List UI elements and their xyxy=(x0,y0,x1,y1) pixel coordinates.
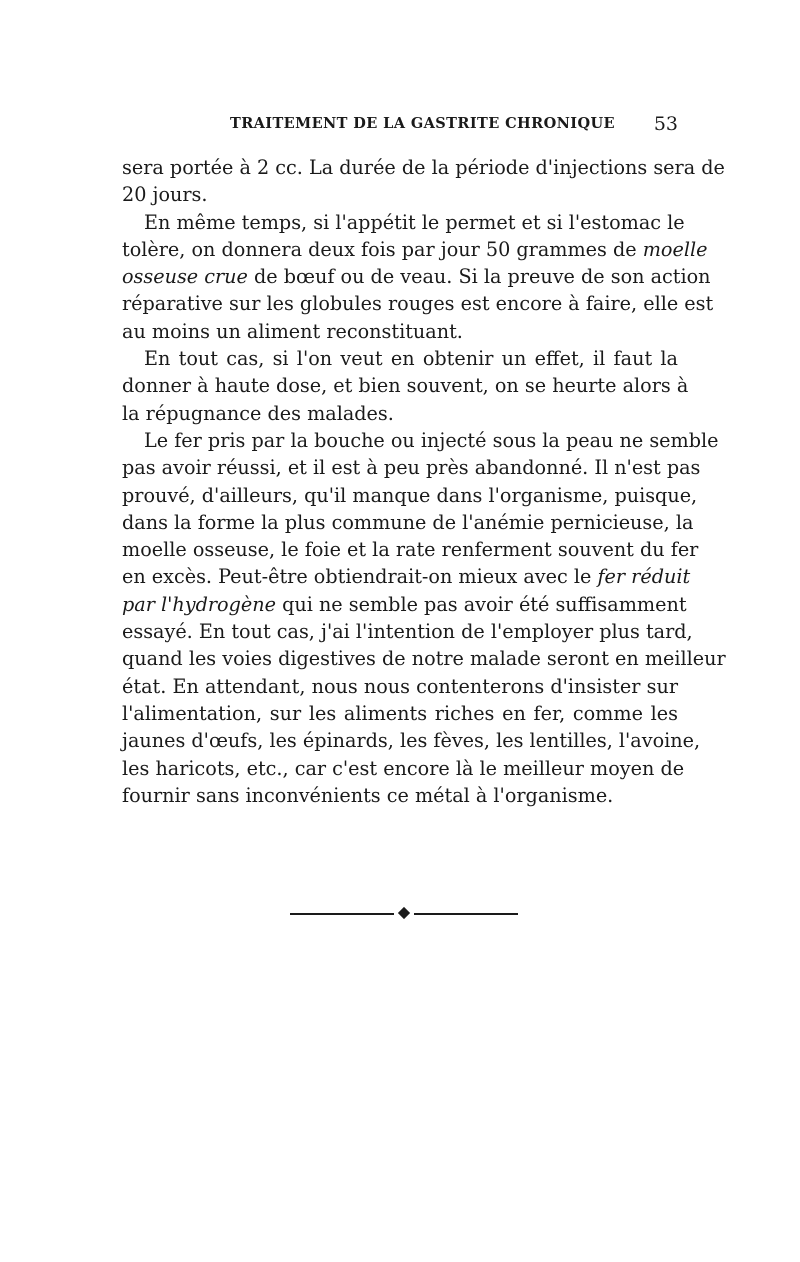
italic-term: moelle xyxy=(642,237,708,261)
diamond-icon xyxy=(398,907,410,919)
page-header xyxy=(120,113,680,139)
ornament-rule-left xyxy=(290,913,394,915)
text-line: prouvé, d'ailleurs, qu'il manque dans l'organisme, puisque, xyxy=(122,483,698,507)
paragraph-3 xyxy=(122,345,689,427)
text-line: par l'hydrogène qui ne semble pas avoir été suffisamment xyxy=(122,592,687,616)
text-line: état. En attendant, nous nous contenterons d'insister sur xyxy=(122,674,678,698)
text-line: moelle osseuse, le foie et la rate renferment souvent du fer xyxy=(122,538,699,562)
body-text xyxy=(122,154,726,809)
text-line: l'alimentation, sur les aliments riches en fer, comme les xyxy=(122,701,678,725)
text-line: essayé. En tout cas, j'ai l'intention de l'employer plus tard, xyxy=(122,620,693,644)
italic-term: par l'hydrogène xyxy=(122,592,276,616)
paragraph-1 xyxy=(122,154,725,209)
running-title: TRAITEMENT DE LA GASTRITE CHRONIQUE xyxy=(230,115,615,132)
italic-term: fer réduit xyxy=(597,565,691,589)
text-line: En même temps, si l'appétit le permet et si l'estomac le xyxy=(144,210,685,234)
text-line: fournir sans inconvénients ce métal à l'organisme. xyxy=(122,783,614,807)
text-line: jaunes d'œufs, les épinards, les fèves, les lentilles, l'avoine, xyxy=(122,729,701,753)
text-line: 20 jours. xyxy=(122,183,208,207)
text-line: pas avoir réussi, et il est à peu près abandonné. Il n'est pas xyxy=(122,456,701,480)
page-number: 53 xyxy=(653,113,678,135)
text-line: quand les voies digestives de notre malade seront en meilleur xyxy=(122,647,726,671)
text-line: au moins un aliment reconstituant. xyxy=(122,319,463,343)
text-line: en excès. Peut-être obtiendrait-on mieux avec le fer réduit xyxy=(122,565,691,589)
text-line: sera portée à 2 cc. La durée de la période d'injections sera de xyxy=(122,156,725,179)
text-line: Le fer pris par la bouche ou injecté sous la peau ne semble xyxy=(144,428,719,452)
text-line: réparative sur les globules rouges est encore à faire, elle est xyxy=(122,292,714,316)
section-end-ornament xyxy=(290,913,518,915)
text-line: osseuse crue de bœuf ou de veau. Si la preuve de son action xyxy=(122,265,711,289)
italic-term: osseuse crue xyxy=(122,265,248,289)
text-line: les haricots, etc., car c'est encore là le meilleur moyen de xyxy=(122,756,685,780)
text-line: dans la forme la plus commune de l'anémie pernicieuse, la xyxy=(122,510,694,534)
paragraph-4 xyxy=(122,427,726,809)
paragraph-2 xyxy=(122,209,714,345)
ornament-rule-right xyxy=(414,913,518,915)
text-line: donner à haute dose, et bien souvent, on se heurte alors à xyxy=(122,374,689,398)
text-line: tolère, on donnera deux fois par jour 50 grammes de moelle xyxy=(122,237,708,261)
text-line: En tout cas, si l'on veut en obtenir un effet, il faut la xyxy=(144,347,678,371)
text-line: la répugnance des malades. xyxy=(122,401,394,425)
